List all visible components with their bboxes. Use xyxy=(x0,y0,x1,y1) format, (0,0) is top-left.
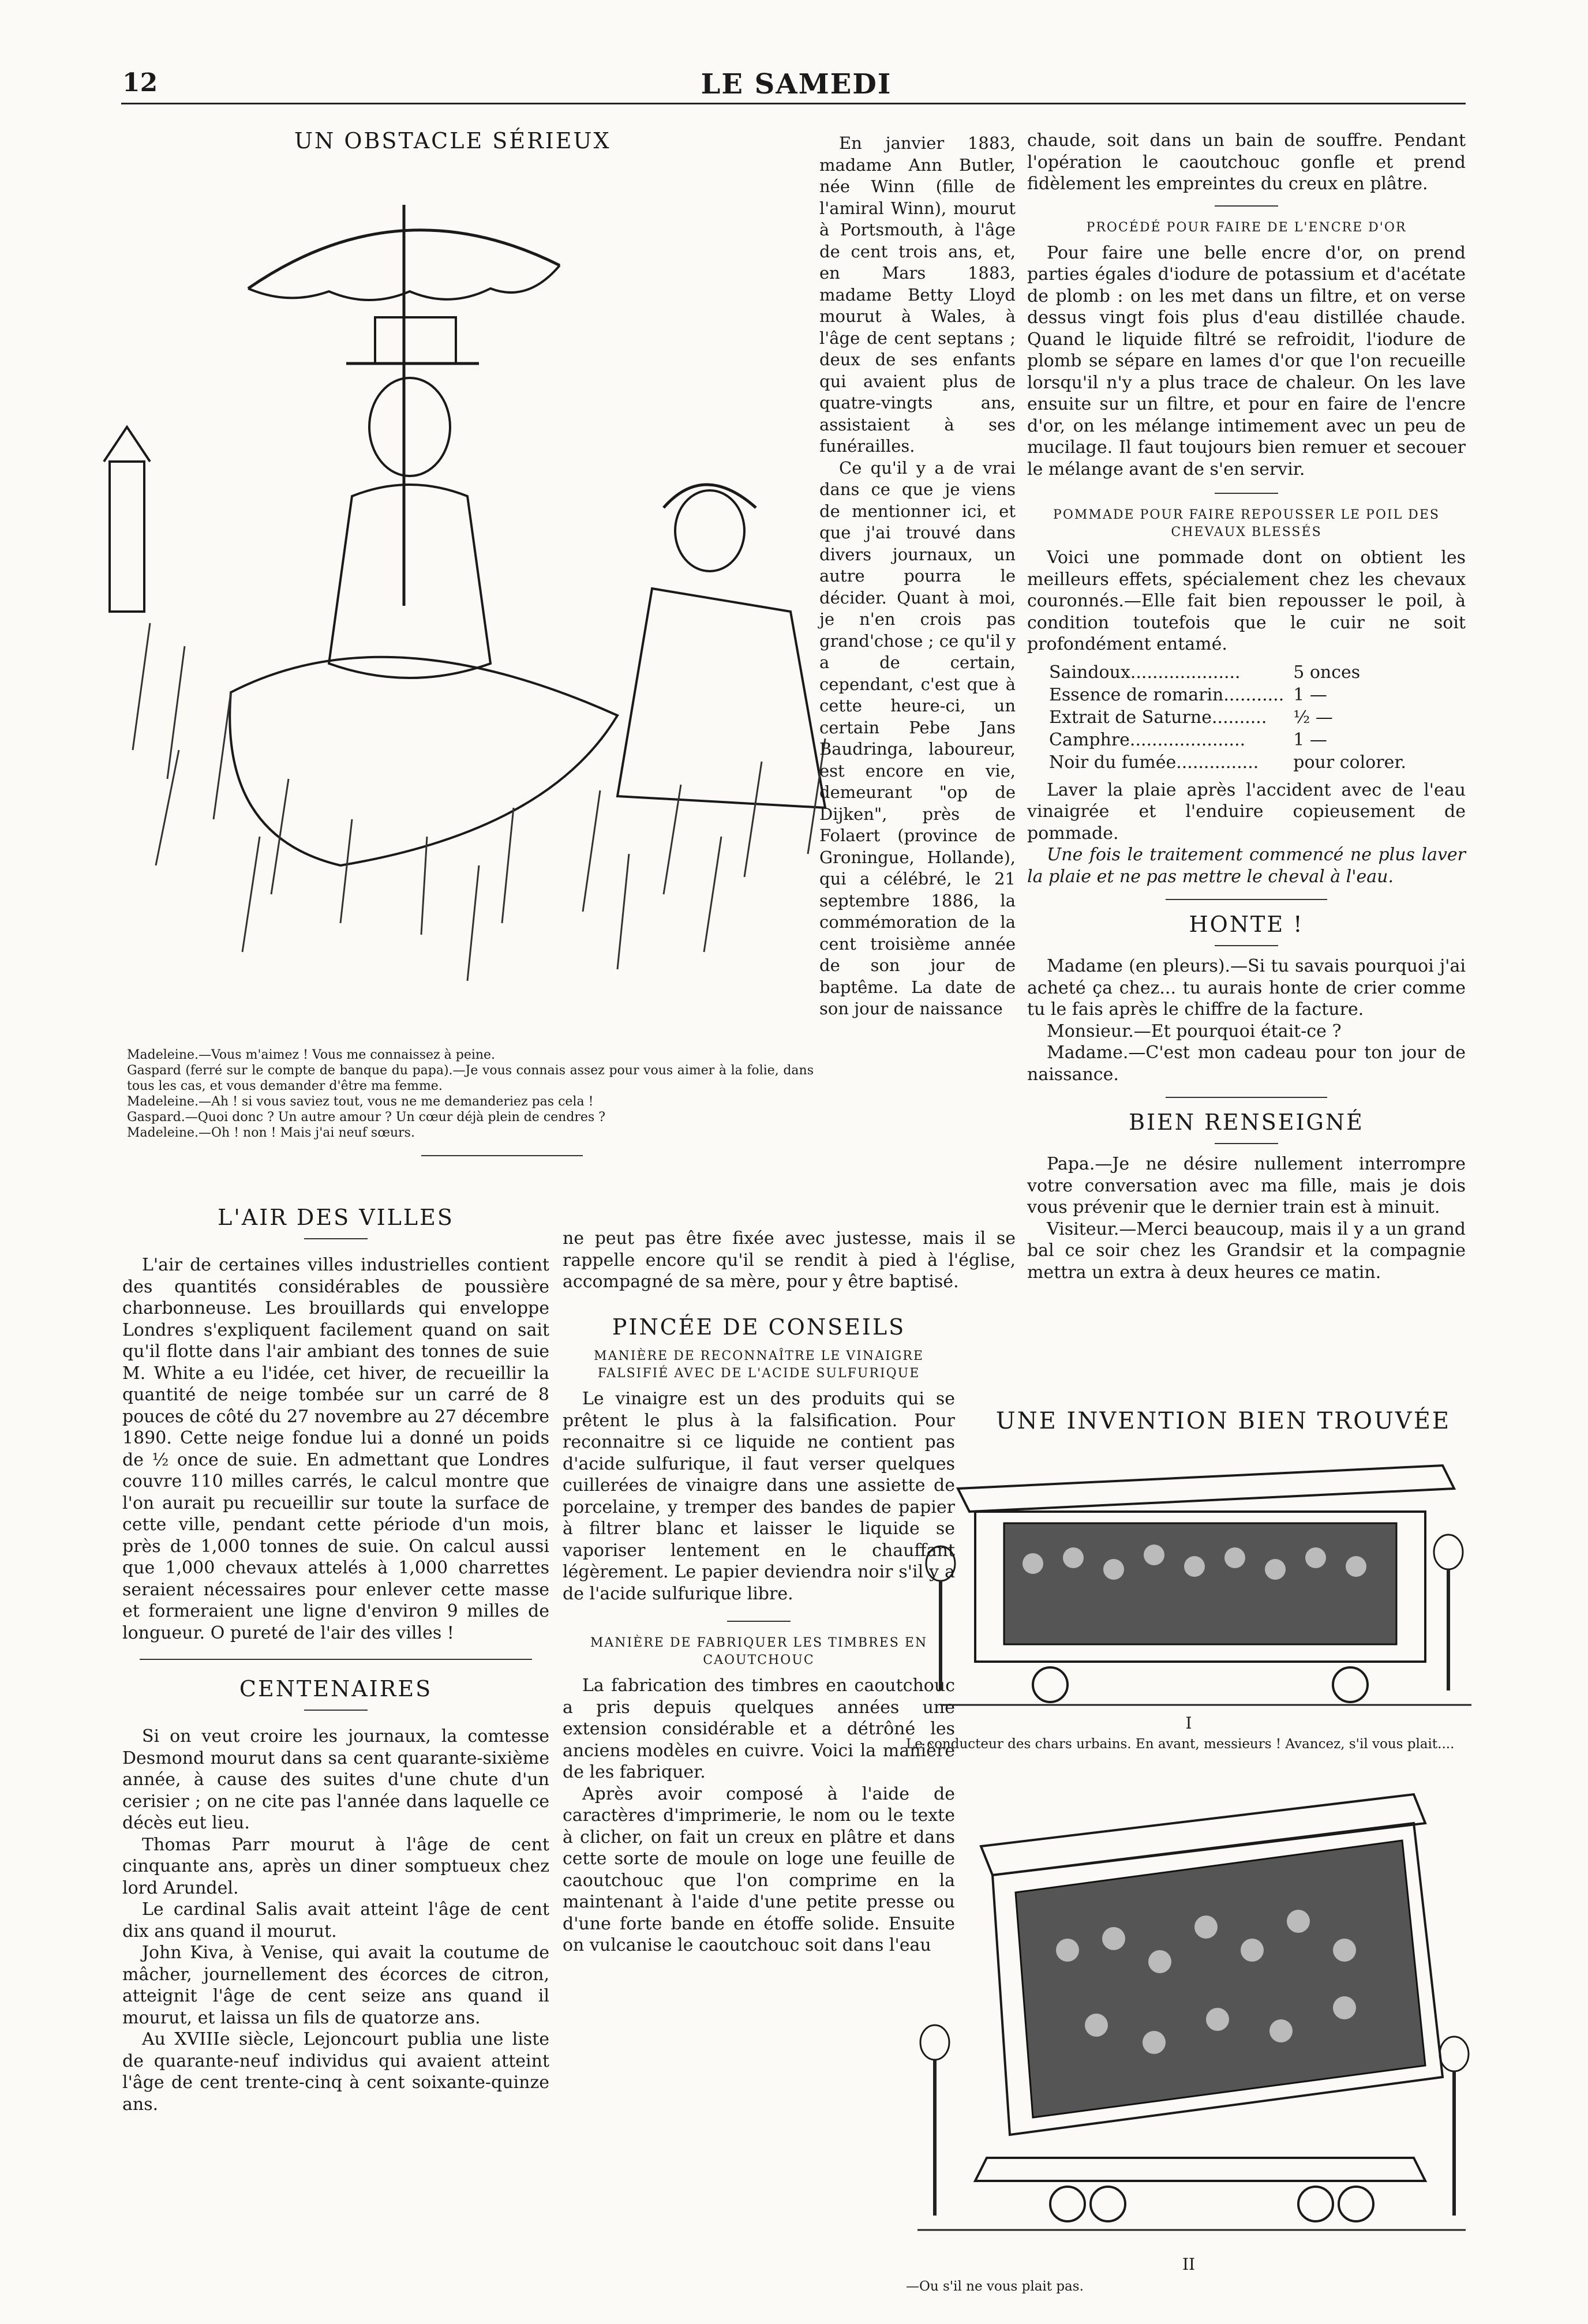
paragraph: Si on veut croire les journaux, la comtesse Desmond mourut dans sa cent quarante-sixième année, à cause des suites d'une chute d'un cerisier ; on ne cite pas l'année dans laquelle ce décès eut lieu. xyxy=(122,1726,549,1833)
paragraph: L'air de certaines villes industrielles contient des quantités considérables de poussière charbonneuse. Les brouillards qui enveloppe Londres s'expliquent facilement quand on sait qu'il flotte dans l'air ambiant des tonnes de suie M. White a eu l'idée, cet hiver, de recueillir la quantité de neige tombée sur un carré de 8 pouces de côté du 27 novembre au 27 décembre 1890. Cette neige fondue lui a donné un poids de ½ once de suie. En admettant que Londres couvre 110 milles carrés, le calcul montre que l'on aurait pu recueillir sur toute la surface de cette ville, pendant cette période d'un mois, près de 1,000 tonnes de suie. On calcul aussi que 1,000 chevaux attelés à 1,000 charrettes seraient nécessaires pour enlever cette masse et formeraient une ligne d'environ 9 milles de longueur. O pureté de l'air des villes ! xyxy=(122,1255,549,1643)
streetcar-illustration-2 xyxy=(894,1777,1477,2250)
paragraph: Ce qu'il y a de vrai dans ce que je viens de mentionner ici, et que j'ai trouvé dans divers journaux, un autre pourra le décider. Quant à moi, je n'en crois pas grand'chose ; ce qu'il y a de certain, cependant, c'est que à cette heure-ci, un certain Pebe Jans Baudringa, laboureur, est encore en vie, demeurant "op de Dijken", près de Folaert (province de Groningue, Hollande), qui a célébré, le 21 septembre 1886, la commémoration de la cent troisième année de son jour de baptême. La date de son jour de naissance xyxy=(819,458,1016,1018)
recipe-qty: ½ — xyxy=(1293,707,1333,728)
recipe-item: Camphre..................... xyxy=(1049,729,1246,750)
pommade-recipe xyxy=(1044,661,1411,774)
conseils-title: PINCÉE DE CONSEILS xyxy=(612,1314,906,1340)
short-rule xyxy=(1215,493,1278,494)
recipe-qty: 5 onces xyxy=(1293,662,1361,683)
streetcar-label-2: II xyxy=(1182,2255,1196,2274)
dialogue-line: Monsieur.—Et pourquoi était-ce ? xyxy=(1047,1021,1342,1041)
recipe-item: Saindoux.................... xyxy=(1049,662,1241,683)
caption-line: —Ou s'il ne vous plait pas. xyxy=(906,2279,1084,2294)
honte-title: HONTE ! xyxy=(1189,912,1304,937)
recipe-row xyxy=(1044,729,1411,751)
renseigne-title: BIEN RENSEIGNÉ xyxy=(1129,1109,1364,1135)
short-rule xyxy=(727,1621,791,1622)
paragraph: John Kiva, à Venise, qui avait la coutume de mâcher, journellement des écorces de citron, atteignit l'âge de cent seize ans quand il mourut, et laissa un fils de quatorze ans. xyxy=(122,1943,549,2028)
paragraph: La fabrication des timbres en caoutchouc a pris depuis quelques années une extension considérable et a détrôné les anciens modèles en cuivre. Voici la manière de les fabriquer. xyxy=(563,1675,955,1782)
caption-line: Madeleine.—Ah ! si vous saviez tout, vous ne me demanderiez pas cela ! xyxy=(127,1094,594,1109)
centenaires-narrow-column xyxy=(819,133,1016,1229)
streetcar-caption-2 xyxy=(906,2279,1471,2295)
paragraph: chaude, soit dans un bain de souffre. Pendant l'opération le caoutchouc gonfle et prend fidèlement les empreintes du creux en plâtre. xyxy=(1027,130,1466,194)
centenaires-title: CENTENAIRES xyxy=(239,1676,433,1701)
dialogue-line: Papa.—Je ne désire nullement interrompre votre conversation avec ma fille, mais je dois vous prévenir que le dernier train est à minuit. xyxy=(1027,1154,1466,1217)
recipe-qty: 1 — xyxy=(1293,684,1327,705)
paragraph: Une fois le traitement commencé ne plus laver la plaie et ne pas mettre le cheval à l'eau. xyxy=(1027,845,1466,887)
section-rule xyxy=(140,1659,532,1660)
pommade-subhead: POMMADE POUR FAIRE REPOUSSER LE POIL DES CHEVAUX BLESSÉS xyxy=(1053,508,1440,539)
short-rule xyxy=(1215,205,1278,207)
recipe-item: Essence de romarin........... xyxy=(1049,684,1284,705)
encre-subhead: PROCÉDÉ POUR FAIRE DE L'ENCRE D'OR xyxy=(1086,220,1407,235)
short-rule xyxy=(1215,1143,1278,1144)
caption-line: Gaspard.—Quoi donc ? Un autre amour ? Un cœur déjà plein de cendres ? xyxy=(127,1110,606,1124)
paragraph: ne peut pas être fixée avec justesse, mais il se rappelle encore qu'il se rendit à pied à l'église, accompagné de sa mère, pour y être baptisé. xyxy=(563,1228,1016,1292)
centenaires-continuation xyxy=(563,1228,1016,1293)
header-rule xyxy=(121,103,1466,104)
streetcar-caption-1 xyxy=(906,1737,1471,1752)
dialogue-line: Madame.—C'est mon cadeau pour ton jour de naissance. xyxy=(1027,1043,1466,1085)
conseils-subhead-timbres: MANIÈRE DE FABRIQUER LES TIMBRES EN CAOUTCHOUC xyxy=(590,1636,928,1667)
obstacle-illustration xyxy=(98,173,848,1039)
air-title: L'AIR DES VILLES xyxy=(218,1205,454,1230)
caption-line: Gaspard (ferré sur le compte de banque du papa).—Je vous connais assez pour vous aimer à la folie, dans tous les cas, et vous demander d'être ma femme. xyxy=(127,1063,814,1093)
dialogue-line: Madame (en pleurs).—Si tu savais pourquoi j'ai acheté ça chez... tu aurais honte de crier comme tu le fais après le chiffre de la facture. xyxy=(1027,956,1466,1019)
streetcar-illustration-1 xyxy=(906,1448,1483,1714)
conseils-subhead-vinaigre: MANIÈRE DE RECONNAÎTRE LE VINAIGRE FALSIFIÉ AVEC DE L'ACIDE SULFURIQUE xyxy=(594,1349,924,1381)
recipe-qty: pour colorer. xyxy=(1293,752,1406,773)
obstacle-caption xyxy=(127,1047,814,1141)
obstacle-section xyxy=(98,128,819,162)
recipe-item: Extrait de Saturne.......... xyxy=(1049,707,1267,728)
paragraph: Après avoir composé à l'aide de caractères d'imprimerie, le nom ou le texte à clicher, on fait un creux en plâtre et dans cette sorte de moule on loge une feuille de caoutchouc que l'on comprime en la maintenant à l'aide d'une petite presse ou d'une forte bande en étoffe solide. Ensuite on vulcanise le caoutchouc soit dans l'eau xyxy=(563,1783,955,1955)
paragraph: En janvier 1883, madame Ann Butler, née Winn (fille de l'amiral Winn), mourut à Portsmouth, à l'âge de cent trois ans, et, en Mars 1883, madame Betty Lloyd mourut à Wales, à l'âge de cent septans ; deux de ses enfants qui avaient plus de quatre-vingts ans, assistaient à ses funérailles. xyxy=(819,133,1016,456)
dialogue-line: Visiteur.—Merci beaucoup, mais il y a un grand bal ce soir chez les Grandsir et la compagnie mettra un extra à deux heures ce matin. xyxy=(1027,1219,1466,1283)
paragraph: Laver la plaie après l'accident avec de l'eau vinaigrée et l'enduire copieusement de pommade. xyxy=(1027,779,1466,844)
recipe-row xyxy=(1044,684,1411,706)
masthead: LE SAMEDI xyxy=(701,68,892,100)
recipe-qty: 1 — xyxy=(1293,729,1327,750)
paragraph: Le vinaigre est un des produits qui se prêtent le plus à la falsification. Pour reconnaitre si ce liquide ne contient pas d'acide sulfurique, il faut verser quelques cuillerées de vinaigre dans une assiette de porcelaine, y tremper des bandes de papier à filtrer blanc et laisser le liquide se vaporiser lentement en le chauffant légèrement. Le papier deviendra noir s'il y a de l'acide sulfurique libre. xyxy=(563,1389,955,1604)
section-rule xyxy=(1166,1097,1327,1098)
right-column xyxy=(1027,130,1466,1283)
caption-line: Madeleine.—Vous m'aimez ! Vous me connaissez à peine. xyxy=(127,1048,496,1062)
short-rule xyxy=(304,1238,368,1239)
caption-line: Madeleine.—Oh ! non ! Mais j'ai neuf sœurs. xyxy=(127,1126,415,1140)
invention-title: UNE INVENTION BIEN TROUVÉE xyxy=(995,1408,1451,1434)
paragraph: Au XVIIIe siècle, Lejoncourt publia une liste de quarante-neuf individus qui avaient atteint l'âge de cent trente-cinq à cent soixante-quinze ans. xyxy=(122,2029,549,2115)
recipe-row xyxy=(1044,706,1411,729)
paragraph: Pour faire une belle encre d'or, on prend parties égales d'iodure de potassium et d'acétate de plomb : on les met dans un filtre, et on verse dessus vingt fois plus d'eau distillée chaude. Quand le liquide filtré se refroidit, l'iodure de plomb se sépare en lames d'or que l'on recueille lorsqu'il n'y a plus trace de chaleur. On les lave ensuite sur un filtre, et pour en faire de l'encre d'or, on les mélange intimement avec un peu de mucilage. Il faut toujours bien remuer et secouer le mélange avant de s'en servir. xyxy=(1027,242,1466,479)
recipe-row xyxy=(1044,661,1411,684)
short-rule xyxy=(1215,945,1278,946)
paragraph: Thomas Parr mourut à l'âge de cent cinquante ans, après un diner somptueux chez lord Arundel. xyxy=(122,1834,549,1898)
obstacle-title: UN OBSTACLE SÉRIEUX xyxy=(294,128,611,153)
short-rule xyxy=(304,1710,368,1711)
recipe-item: Noir du fumée............... xyxy=(1049,752,1259,773)
streetcar-label-1: I xyxy=(1185,1714,1192,1733)
paragraph: Le cardinal Salis avait atteint l'âge de cent dix ans quand il mourut. xyxy=(122,1899,549,1941)
paragraph: Voici une pommade dont on obtient les meilleurs effets, spécialement chez les chevaux couronnés.—Elle fait bien repousser le poil, à condition toutefois que le cuir ne soit profondément entamé. xyxy=(1027,548,1466,654)
recipe-row xyxy=(1044,751,1411,774)
caption-line: Le conducteur des chars urbains. En avant, messieurs ! Avancez, s'il vous plait.... xyxy=(906,1737,1455,1752)
page-number: 12 xyxy=(122,68,158,98)
section-rule xyxy=(1166,899,1327,900)
rule-obstacle xyxy=(421,1155,583,1156)
air-section xyxy=(122,1205,549,2115)
